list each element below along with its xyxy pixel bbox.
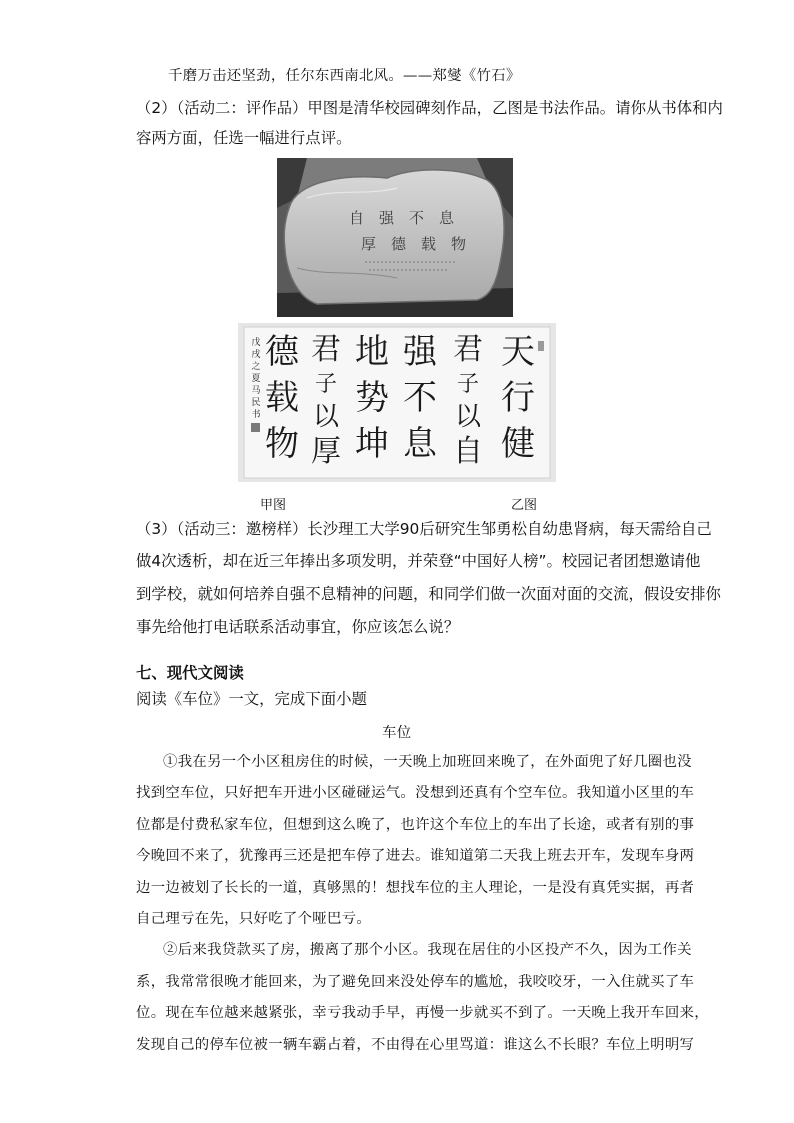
calligraphy-char: 君 [453,332,483,367]
article-paragraph-2-line-4: 发现自己的停车位被一辆车霸占着，不由得在心里骂道：谁这么不长眼？车位上明明写 [136,1037,695,1053]
calligraphy-char: 物 [265,424,299,464]
scroll-column-1 [501,332,535,464]
inscription-char: 强 [379,209,395,227]
calligraphy-char: 坤 [355,424,389,464]
signature-char: 马 [251,386,261,396]
stone-inscription-photo [277,158,513,317]
calligraphy-char: 健 [501,424,535,464]
article-paragraph-1-line-1: ①我在另一个小区租房住的时候，一天晚上加班回来晚了，在外面兜了好几圈也没 [163,754,692,770]
inscription-char: 物 [451,235,467,253]
article-paragraph-1-line-5: 边一边被划了长长的一道，真够黑的！想找车位的主人理论，一是没有真凭实据，再者 [136,880,695,896]
q2-line-2: 容两方面，任选一幅进行点评。 [136,129,352,147]
article-paragraph-1-line-3: 位都是付费私家车位，但想到这么晚了，也许这个车位上的车出了长途，或者有别的事 [136,817,695,833]
calligraphy-scroll [238,323,556,482]
calligraphy-char: 行 [501,378,535,418]
inscription-char: 不 [409,209,425,227]
calligraphy-char: 自 [453,434,483,469]
signature-char: 之 [251,362,261,372]
article-paragraph-1-line-4: 今晚回不来了，犹豫再三还是把车停了进去。谁知道第二天我上班去开车，发现车身两 [136,848,695,864]
signature-char: 书 [251,410,261,420]
calligraphy-char: 势 [355,378,389,418]
scroll-column-4 [355,332,389,464]
signature-char: 民 [251,398,261,408]
signature-char: 夏 [251,374,261,384]
calligraphy-char: 天 [501,332,535,372]
seal-stamp [251,423,260,432]
calligraphy-char: 德 [265,332,299,372]
calligraphy-char: 君 [311,332,341,367]
article-paragraph-1-line-2: 找到空车位，只好把车开进小区碰碰运气。没想到还真有个空车位。我知道小区里的车 [136,785,695,801]
article-paragraph-2-line-1: ②后来我贷款买了房，搬离了那个小区。我现在居住的小区投产不久，因为工作关 [163,942,692,958]
inscription-char: 息 [439,209,455,227]
inscription-char: 德 [391,235,407,253]
inscription-char: 自 [349,209,365,227]
q2-line-1: （2）（活动二：评作品）甲图是清华校园碑刻作品，乙图是书法作品。请你从书体和内 [136,99,723,117]
article-title: 车位 [382,725,412,741]
poem-line: 千磨万击还坚劲，任尔东西南北风。——郑燮《竹石》 [168,68,521,84]
calligraphy-char: 以 [454,402,482,432]
article-paragraph-1-line-6: 自己理亏在先，只好吃了个哑巴亏。 [136,911,372,927]
article-paragraph-2-line-2: 系，我常常很晚才能回来，为了避免回来没处停车的尴尬，我咬咬牙，一入住就买了车 [136,974,695,990]
caption-yi: 乙图 [511,498,538,513]
calligraphy-char: 子 [314,372,338,397]
calligraphy-char: 子 [456,372,480,397]
calligraphy-char: 强 [403,332,437,372]
q3-line-3: 到学校，就如何培养自强不息精神的问题，和同学们做一次面对面的交流，假设安排你 [136,585,721,603]
calligraphy-char: 以 [312,402,340,432]
inscription-char: 厚 [361,235,377,253]
calligraphy-char: 地 [355,332,389,372]
section-heading: 七、现代文阅读 [136,664,244,682]
q3-line-2: 做4次透析，却在近三年捧出多项发明，并荣登“中国好人榜”。校园记者团想邀请他 [136,552,701,570]
caption-jia: 甲图 [260,498,287,513]
calligraphy-char: 厚 [311,434,341,469]
signature-char: 戌 [251,350,261,360]
q3-line-4: 事先给他打电话联系活动事宜，你应该怎么说？ [136,618,460,636]
scroll-column-6 [265,332,300,464]
article-paragraph-2-line-3: 位。现在车位越来越紧张，幸亏我动手早，再慢一步就买不到了。一天晚上我开车回来， [136,1005,709,1021]
section-instruction: 阅读《车位》一文，完成下面小题 [136,690,367,708]
inscription-char: 载 [421,235,437,253]
signature-char: 戊 [251,338,261,348]
scroll-column-3 [403,332,438,464]
calligraphy-char: 载 [265,378,299,418]
seal-stamp [538,341,544,351]
q3-line-1: （3）（活动三：邀榜样）长沙理工大学90后研究生邹勇松自幼患肾病，每天需给自己 [136,520,712,538]
calligraphy-char: 息 [403,424,437,464]
calligraphy-char: 不 [403,378,437,418]
